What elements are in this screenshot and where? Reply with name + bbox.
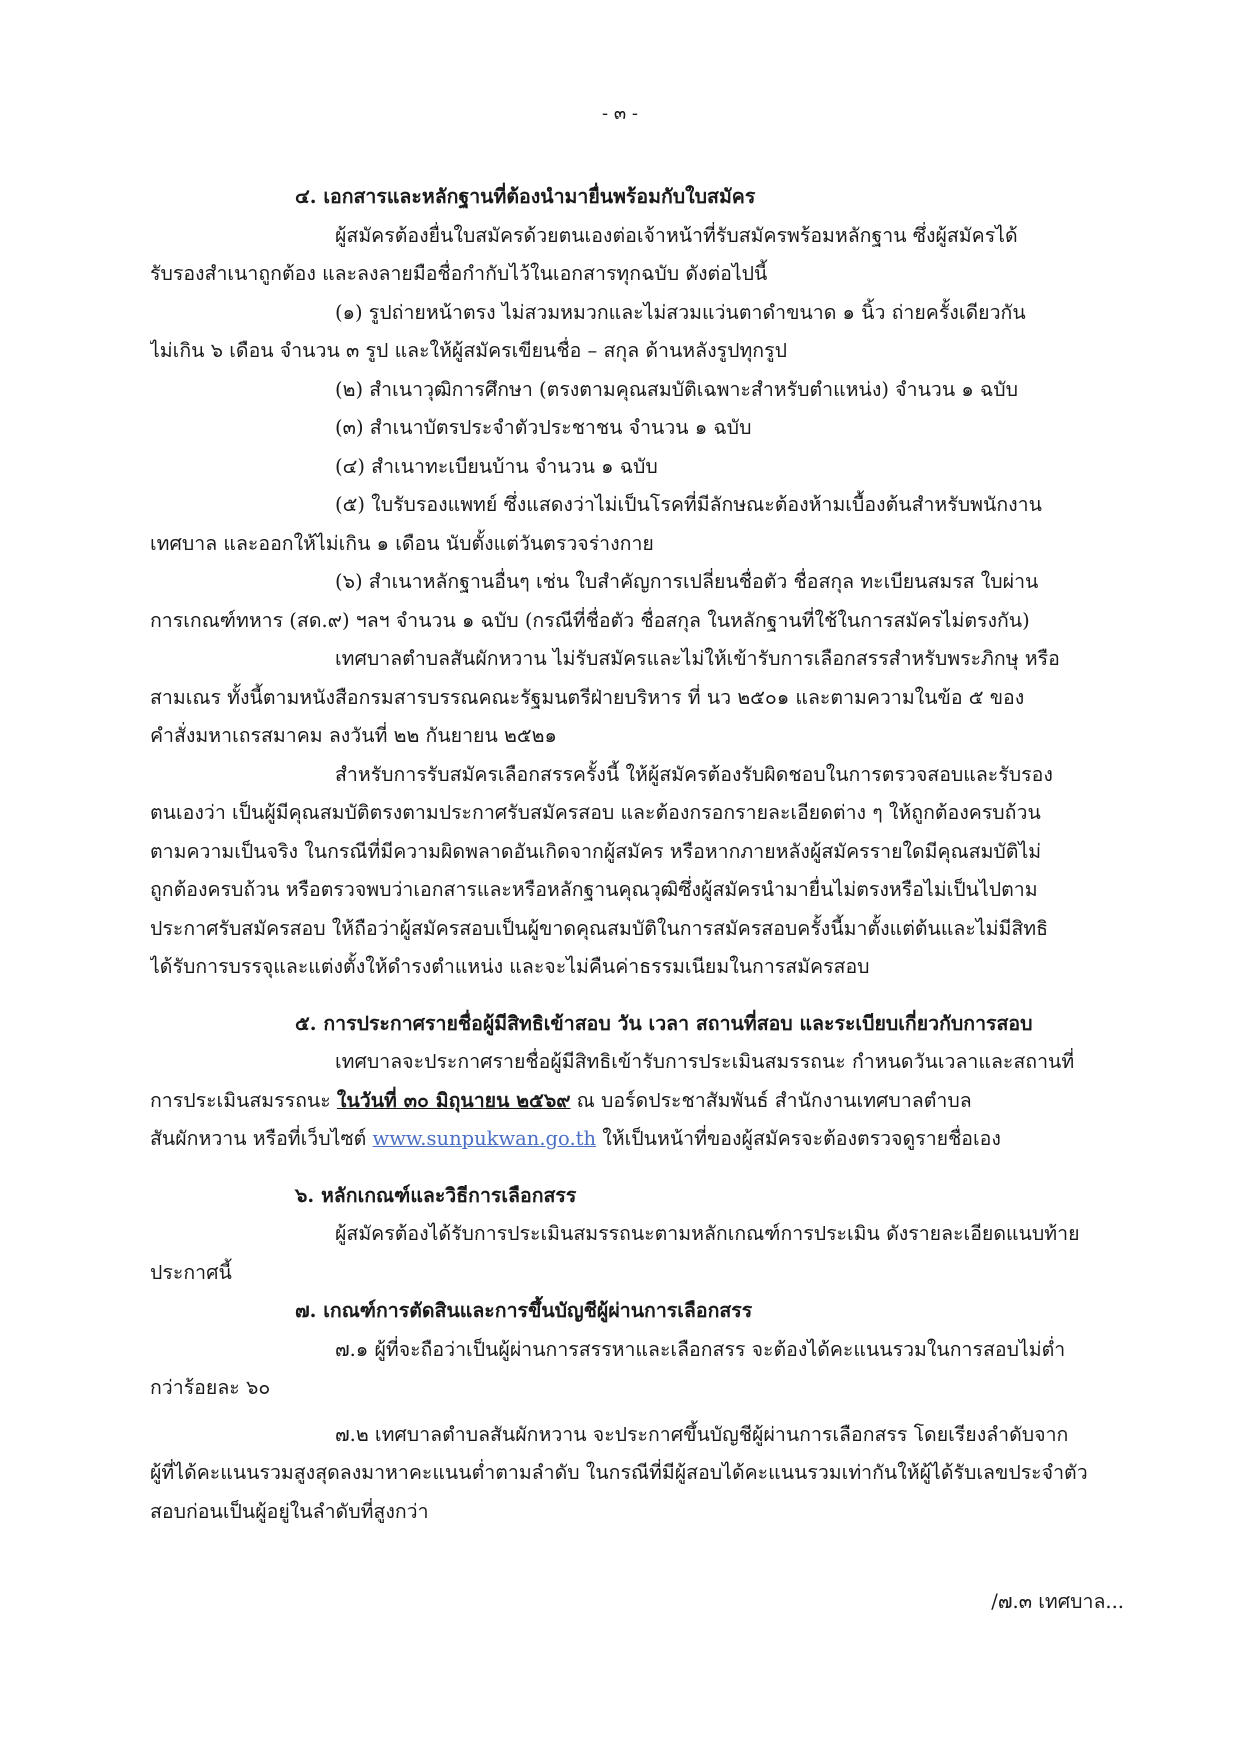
list-item: (๕) ใบรับรองแพทย์ ซึ่งแสดงว่าไม่เป็นโรคที่มีลักษณะต้องห้ามเบื้องต้นสำหรับพนักงาน: [335, 493, 1042, 516]
paragraph-line: ตนเองว่า เป็นผู้มีคุณสมบัติตรงตามประกาศรับสมัครสอบ และต้องกรอกรายละเอียดต่าง ๆ ให้ถูกต้องครบถ้วน: [150, 801, 1041, 824]
paragraph-line: สามเณร ทั้งนี้ตามหนังสือกรมสารบรรณคณะรัฐมนตรีฝ่ายบริหาร ที่ นว ๒๕๐๑ และตามความในข้อ ๕ ของ: [150, 685, 1025, 709]
paragraph-line: เทศบาลจะประกาศรายชื่อผู้มีสิทธิเข้ารับการประเมินสมรรถนะ กำหนดวันเวลาและสถานที่: [335, 1050, 1075, 1073]
spacer: [150, 1159, 1125, 1177]
paragraph-line: ๗.๒ เทศบาลตำบลสันผักหวาน จะประกาศขึ้นบัญชีผู้ผ่านการเลือกสรร โดยเรียงลำดับจาก: [335, 1422, 1069, 1446]
paragraph-line: ประกาศรับสมัครสอบ ให้ถือว่าผู้สมัครสอบเป็นผู้ขาดคุณสมบัติในการสมัครสอบครั้งนี้มาตั้งแต่ต้นและไม่มีสิทธิ: [150, 916, 1049, 940]
list-item: (๓) สำเนาบัตรประจำตัวประชาชน จำนวน ๑ ฉบับ: [335, 416, 752, 439]
website-link[interactable]: www.sunpukwan.go.th: [372, 1127, 597, 1150]
paragraph-line: ประกาศนี้: [150, 1260, 232, 1284]
paragraph-line: เทศบาลตำบลสันผักหวาน ไม่รับสมัครและไม่ให้เข้ารับการเลือกสรรสำหรับพระภิกษุ หรือ: [335, 647, 1060, 670]
page-number: - ๓ -: [602, 103, 638, 124]
paragraph-line: ผู้สมัครต้องยื่นใบสมัครด้วยตนเองต่อเจ้าหน้าที่รับสมัครพร้อมหลักฐาน ซึ่งผู้สมัครได้: [335, 223, 1018, 247]
list-item-continuation: การเกณฑ์ทหาร (สด.๙) ฯลฯ จำนวน ๑ ฉบับ (กรณีที่ชื่อตัว ชื่อสกุล ในหลักฐานที่ใช้ในการสมัครไม่ตรงกัน): [150, 608, 1030, 632]
list-item: (๖) สำเนาหลักฐานอื่นๆ เช่น ใบสำคัญการเปลี่ยนชื่อตัว ชื่อสกุล ทะเบียนสมรส ใบผ่าน: [335, 570, 1039, 593]
paragraph-line: รับรองสำเนาถูกต้อง และลงลายมือชื่อกำกับไว้ในเอกสารทุกฉบับ ดังต่อไปนี้: [150, 262, 768, 285]
section4-heading: ๔. เอกสารและหลักฐานที่ต้องนำมายื่นพร้อมกับใบสมัคร: [295, 185, 756, 208]
section5-heading: ๕. การประกาศรายชื่อผู้มีสิทธิเข้าสอบ วัน เวลา สถานที่สอบ และระเบียบเกี่ยวกับการสอบ: [295, 1011, 1033, 1035]
text-segment: การประเมินสมรรถนะ: [150, 1088, 337, 1112]
section6-heading: ๖. หลักเกณฑ์และวิธีการเลือกสรร: [295, 1183, 577, 1207]
paragraph-line: คำสั่งมหาเถรสมาคม ลงวันที่ ๒๒ กันยายน ๒๕๒๑: [150, 724, 557, 747]
list-item-continuation: เทศบาล และออกให้ไม่เกิน ๑ เดือน นับตั้งแต่วันตรวจร่างกาย: [150, 531, 654, 555]
list-item-continuation: ไม่เกิน ๖ เดือน จำนวน ๓ รูป และให้ผู้สมัครเขียนชื่อ – สกุล ด้านหลังรูปทุกรูป: [150, 339, 787, 362]
paragraph-line: ผู้สมัครต้องได้รับการประเมินสมรรถนะตามหลักเกณฑ์การประเมิน ดังรายละเอียดแนบท้าย: [335, 1222, 1080, 1245]
document-body: [150, 178, 1125, 1531]
paragraph-line: ๗.๑ ผู้ที่จะถือว่าเป็นผู้ผ่านการสรรหาและเลือกสรร จะต้องได้คะแนนรวมในการสอบไม่ต่ำ: [335, 1337, 1066, 1361]
paragraph-line: [150, 1120, 1125, 1159]
paragraph-line: ตามความเป็นจริง ในกรณีที่มีความผิดพลาดอันเกิดจากผู้สมัคร หรือหากภายหลังผู้สมัครรายใดมีคุณสมบัติไม่: [150, 839, 1042, 863]
text-segment: ให้เป็นหน้าที่ของผู้สมัครจะต้องตรวจดูรายชื่อเอง: [596, 1127, 1001, 1150]
paragraph-line: สอบก่อนเป็นผู้อยู่ในลำดับที่สูงกว่า: [150, 1499, 429, 1523]
paragraph-line: สำหรับการรับสมัครเลือกสรรครั้งนี้ ให้ผู้สมัครต้องรับผิดชอบในการตรวจสอบและรับรอง: [335, 762, 1053, 786]
section7-heading: ๗. เกณฑ์การตัดสินและการขึ้นบัญชีผู้ผ่านการเลือกสรร: [295, 1299, 753, 1322]
paragraph-line: ได้รับการบรรจุและแต่งตั้งให้ดำรงตำแหน่ง และจะไม่คืนค่าธรรมเนียมในการสมัครสอบ: [150, 955, 870, 978]
text-segment: ณ บอร์ดประชาสัมพันธ์ สำนักงานเทศบาลตำบล: [570, 1088, 972, 1112]
announcement-date: ในวันที่ ๓๐ มิถุนายน ๒๕๖๙: [336, 1088, 571, 1112]
list-item: (๑) รูปถ่ายหน้าตรง ไม่สวมหมวกและไม่สวมแว่นตาดำขนาด ๑ นิ้ว ถ่ายครั้งเดียวกัน: [335, 300, 1026, 324]
continuation-marker: /๗.๓ เทศบาล...: [991, 1590, 1124, 1613]
paragraph-line: [150, 1082, 1125, 1121]
list-item: (๒) สำเนาวุฒิการศึกษา (ตรงตามคุณสมบัติเฉพาะสำหรับตำแหน่ง) จำนวน ๑ ฉบับ: [335, 377, 1018, 401]
paragraph-line: ถูกต้องครบถ้วน หรือตรวจพบว่าเอกสารและหรือหลักฐานคุณวุฒิซึ่งผู้สมัครนำมายื่นไม่ตรงหรือไม่เป็นไปตาม: [150, 878, 1038, 901]
list-item: (๔) สำเนาทะเบียนบ้าน จำนวน ๑ ฉบับ: [335, 454, 658, 478]
spacer: [150, 987, 1125, 1005]
text-segment: สันผักหวาน หรือที่เว็บไซต์: [150, 1127, 373, 1150]
paragraph-line: ผู้ที่ได้คะแนนรวมสูงสุดลงมาหาคะแนนต่ำตามลำดับ ในกรณีที่มีผู้สอบได้คะแนนรวมเท่ากันให้ผู้ได้รับเลขประจำตัว: [150, 1461, 1088, 1484]
paragraph-line: กว่าร้อยละ ๖๐: [150, 1376, 271, 1399]
spacer: [150, 1408, 1125, 1416]
